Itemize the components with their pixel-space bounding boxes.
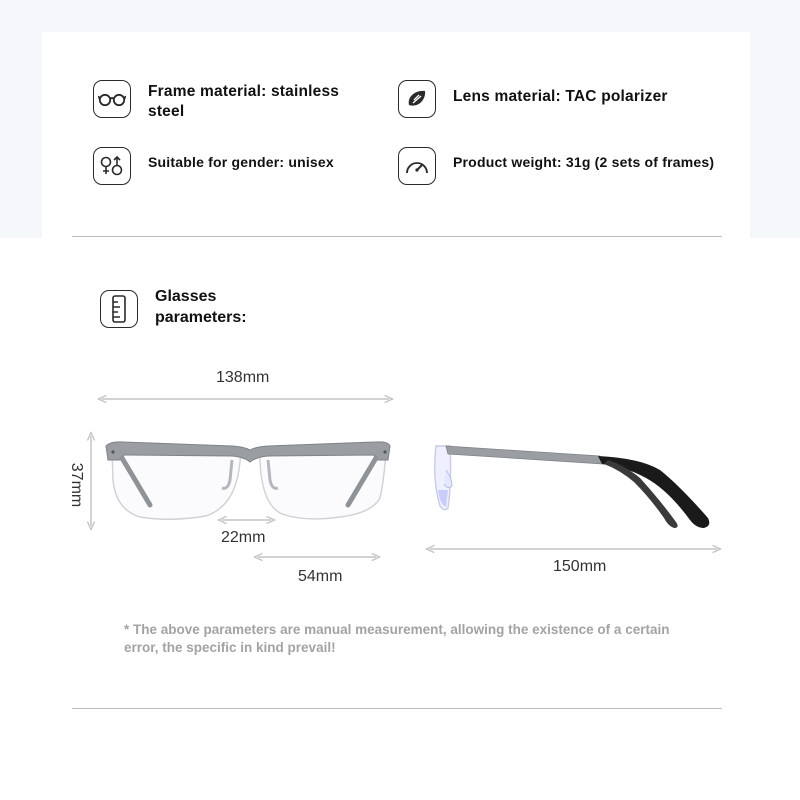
front-view bbox=[106, 442, 390, 519]
side-view bbox=[435, 446, 710, 528]
gender-text: Suitable for gender: unisex bbox=[148, 154, 334, 170]
total-width-label: 138mm bbox=[216, 369, 270, 386]
lens-material-text: Lens material: TAC polarizer bbox=[453, 88, 668, 105]
divider-bottom bbox=[72, 708, 722, 709]
bridge-width-label: 22mm bbox=[221, 529, 266, 546]
parameters-title: Glasses parameters: bbox=[155, 288, 247, 326]
measurement-note: * The above parameters are manual measurement, allowing the existence of a certain error, the specific in kind prevail! bbox=[124, 622, 670, 655]
lens-width-label: 54mm bbox=[298, 568, 343, 585]
weight-text: Product weight: 31g (2 sets of frames) bbox=[453, 154, 715, 170]
right-lens bbox=[260, 452, 386, 519]
left-lens bbox=[112, 452, 240, 519]
lens-height-label: 37mm bbox=[68, 462, 85, 508]
temple-length-label: 150mm bbox=[553, 558, 607, 575]
temple-arm bbox=[446, 446, 604, 464]
frame-material-text: Frame material: stainless steel bbox=[148, 83, 340, 120]
